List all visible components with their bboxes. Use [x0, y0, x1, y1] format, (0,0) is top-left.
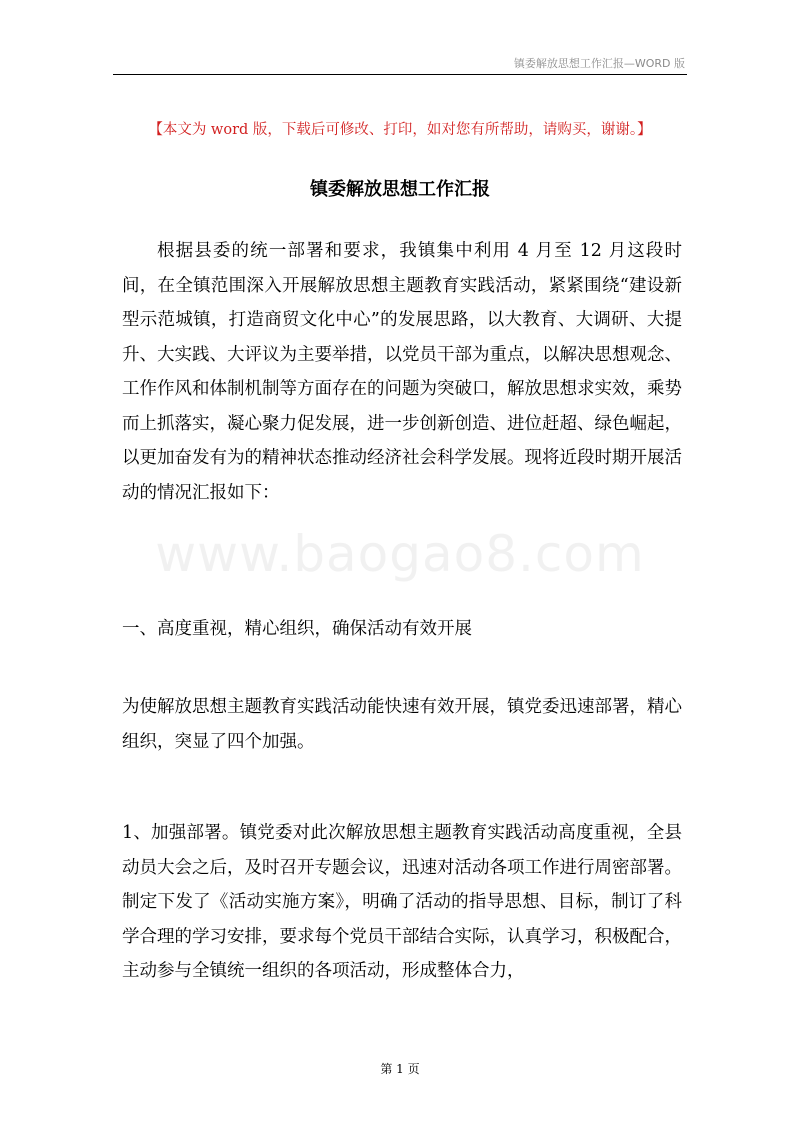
section-heading-1: 一、高度重视，精心组织，确保活动有效开展 [122, 619, 472, 639]
paragraph-intro: 根据县委的统一部署和要求，我镇集中利用 4 月至 12 月这段时间，在全镇范围深入开展解放思想主题教育实践活动，紧紧围绕“建设新型示范城镇，打造商贸文化中心”的发展思路，以大教育、大调研、大提升、大实践、大评议为主要举措，以党员干部为重点，以解决思想观念、工作作风和体制机制等方面存在的问题为突破口，解放思想求实效，乘势而上抓落实，凝心聚力促发展，进一步创新创造、进位赶超、绿色崛起，以更加奋发有为的精神状态推动经济社会科学发展。现将近段时期开展活动的情况汇报如下： [122, 241, 682, 503]
paragraph-item-1: 1、加强部署。镇党委对此次解放思想主题教育实践活动高度重视，全县动员大会之后，及时召开专题会议，迅速对活动各项工作进行周密部署。制定下发了《活动实施方案》，明确了活动的指导思想、目标，制订了科学合理的学习安排，要求每个党员干部结合实际，认真学习，积极配合，主动参与全镇统一组织的各项活动，形成整体合力， [122, 823, 682, 981]
download-notice: 【本文为 word 版，下载后可修改、打印，如对您有所帮助，请购买，谢谢。】 [148, 122, 652, 138]
header-divider [113, 74, 687, 75]
watermark: www.baogao8.com [155, 525, 645, 583]
running-header: 镇委解放思想工作汇报—WORD 版 [513, 57, 685, 70]
document-title: 镇委解放思想工作汇报 [310, 179, 490, 200]
paragraph-section-intro: 为使解放思想主题教育实践活动能快速有效开展，镇党委迅速部署，精心组织，突显了四个加强。 [122, 697, 682, 752]
page-number: 第 1 页 [380, 1062, 420, 1076]
